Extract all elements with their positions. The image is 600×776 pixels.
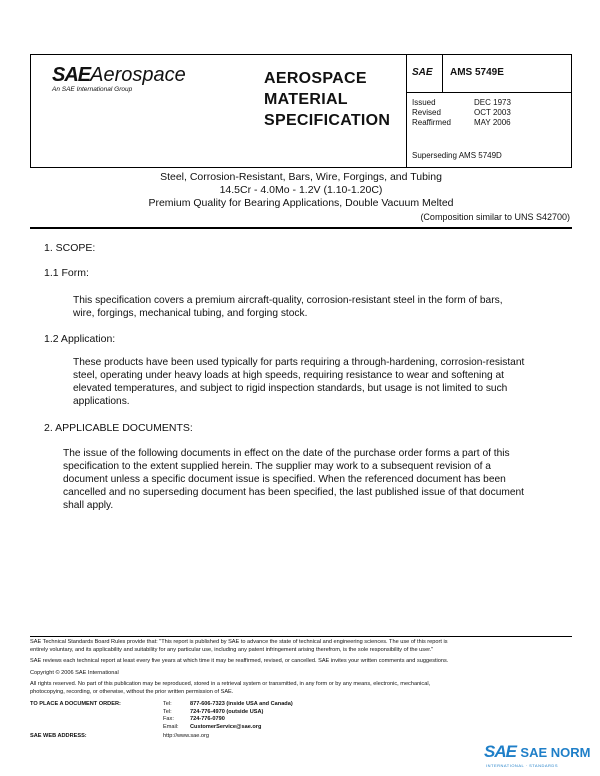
date-labels bbox=[412, 98, 451, 128]
section-1-1-heading: 1.1 Form: bbox=[44, 267, 89, 279]
contact-values bbox=[190, 701, 293, 731]
document-title bbox=[264, 68, 390, 131]
text-line: wire, forgings, mechanical tubing, and forging stock. bbox=[73, 308, 308, 319]
footer-review: SAE reviews each technical report at least every five years at which time it may be reaffirmed, revised, or cancelled. SAE invites your written comments and suggestions. bbox=[30, 658, 449, 664]
subject-rule bbox=[30, 227, 572, 229]
title-line: SPECIFICATION bbox=[264, 112, 391, 129]
text-line: The issue of the following documents in effect on the date of the purchase order forms a part of this bbox=[63, 448, 510, 459]
footer-rule bbox=[30, 636, 572, 637]
footer-rules-text bbox=[30, 639, 572, 654]
watermark-brand: SAE bbox=[484, 742, 516, 761]
text-line: document unless a specific document issue is specified. When the referenced document has been bbox=[63, 474, 506, 485]
contact-value: 724-776-0790 bbox=[190, 716, 225, 722]
date-label: Reaffirmed bbox=[412, 118, 451, 127]
footer-line: SAE Technical Standards Board Rules provide that: "This report is published by SAE to advance the state of technical and engineering sciences. The use of this report is bbox=[30, 639, 448, 645]
contact-value: 877-606-7323 (inside USA and Canada) bbox=[190, 701, 293, 707]
text-line: steel, operating under heavy loads at high speeds, requiring resistance to wear and softening at bbox=[73, 370, 504, 381]
footer-rights bbox=[30, 681, 572, 696]
date-label: Issued bbox=[412, 98, 436, 107]
subject-block bbox=[30, 171, 572, 210]
order-label: TO PLACE A DOCUMENT ORDER: bbox=[30, 701, 121, 707]
contact-value: CustomerService@sae.org bbox=[190, 723, 262, 730]
badge-divider bbox=[442, 54, 443, 92]
superseding-note: Superseding AMS 5749D bbox=[412, 151, 502, 160]
web-label: SAE WEB ADDRESS: bbox=[30, 733, 87, 739]
text-line: applications. bbox=[73, 396, 130, 407]
subject-line: 14.5Cr - 4.0Mo - 1.2V (1.10-1.20C) bbox=[219, 184, 383, 196]
date-value: MAY 2006 bbox=[474, 118, 511, 127]
header-divider bbox=[406, 54, 407, 168]
composition-note: (Composition similar to UNS S42700) bbox=[420, 212, 570, 222]
date-label: Revised bbox=[412, 108, 441, 117]
date-value: DEC 1973 bbox=[474, 98, 511, 107]
number-divider bbox=[406, 92, 572, 93]
sae-aerospace-logo bbox=[52, 64, 186, 87]
title-line: AEROSPACE bbox=[264, 70, 367, 87]
section-2-heading: 2. APPLICABLE DOCUMENTS: bbox=[44, 422, 193, 434]
logo-tagline: An SAE International Group bbox=[52, 86, 133, 93]
web-address[interactable]: http://www.sae.org bbox=[163, 733, 210, 739]
footer-line: photocopying, recording, or otherwise, without the prior written permission of SAE. bbox=[30, 688, 234, 695]
sae-norm-watermark bbox=[484, 742, 590, 762]
contact-label: Tel: bbox=[163, 708, 172, 715]
text-line: specification to the extent supplied herein. The supplier may work to a subsequent revision of a bbox=[63, 461, 491, 472]
contact-label: Fax: bbox=[163, 716, 174, 722]
watermark-text: SAE NORM bbox=[520, 745, 591, 760]
text-line: This specification covers a premium aircraft-quality, corrosion-resistant steel in the form of bars, bbox=[73, 295, 503, 306]
watermark-sub: INTERNATIONAL · STANDARDS bbox=[486, 763, 558, 768]
text-line: elevated temperatures, and subject to rigid inspection standards, but usage is not limited to such bbox=[73, 383, 508, 394]
contact-label: Tel: bbox=[163, 701, 172, 707]
text-line: shall apply. bbox=[63, 500, 114, 511]
title-line: MATERIAL bbox=[264, 91, 348, 108]
sae-badge: SAE bbox=[412, 67, 433, 78]
section-1-2-text bbox=[73, 356, 524, 408]
section-2-text bbox=[63, 447, 524, 512]
doc-number: AMS 5749E bbox=[450, 67, 504, 78]
contact-value: 724-776-4970 (outside USA) bbox=[190, 708, 264, 715]
subject-line: Premium Quality for Bearing Applications, Double Vacuum Melted bbox=[148, 197, 454, 209]
footer-copyright: Copyright © 2006 SAE International bbox=[30, 670, 119, 676]
contact-label: Email: bbox=[163, 723, 179, 730]
footer-line: All rights reserved. No part of this publication may be reproduced, stored in a retrieval system or transmitted, in any form or by any means, electronic, mechanical, bbox=[30, 681, 431, 687]
date-values bbox=[474, 98, 511, 128]
footer-line: entirely voluntary, and its applicability and suitability for any particular use, including any patent infringement arising therefrom, is the sole responsibility of the user." bbox=[30, 646, 434, 653]
text-line: cancelled and no superseding document has been specified, the last published issue of that document bbox=[63, 487, 525, 498]
section-1-1-text bbox=[73, 294, 503, 320]
section-1-heading: 1. SCOPE: bbox=[44, 242, 96, 254]
contact-labels bbox=[163, 701, 179, 731]
section-1-2-heading: 1.2 Application: bbox=[44, 333, 116, 345]
date-value: OCT 2003 bbox=[474, 108, 511, 117]
subject-line: Steel, Corrosion-Resistant, Bars, Wire, Forgings, and Tubing bbox=[160, 171, 442, 183]
logo-product: Aerospace bbox=[90, 64, 186, 86]
text-line: These products have been used typically for parts requiring a through-hardening, corrosion-resistant bbox=[73, 357, 525, 368]
logo-brand: SAE bbox=[52, 64, 91, 86]
